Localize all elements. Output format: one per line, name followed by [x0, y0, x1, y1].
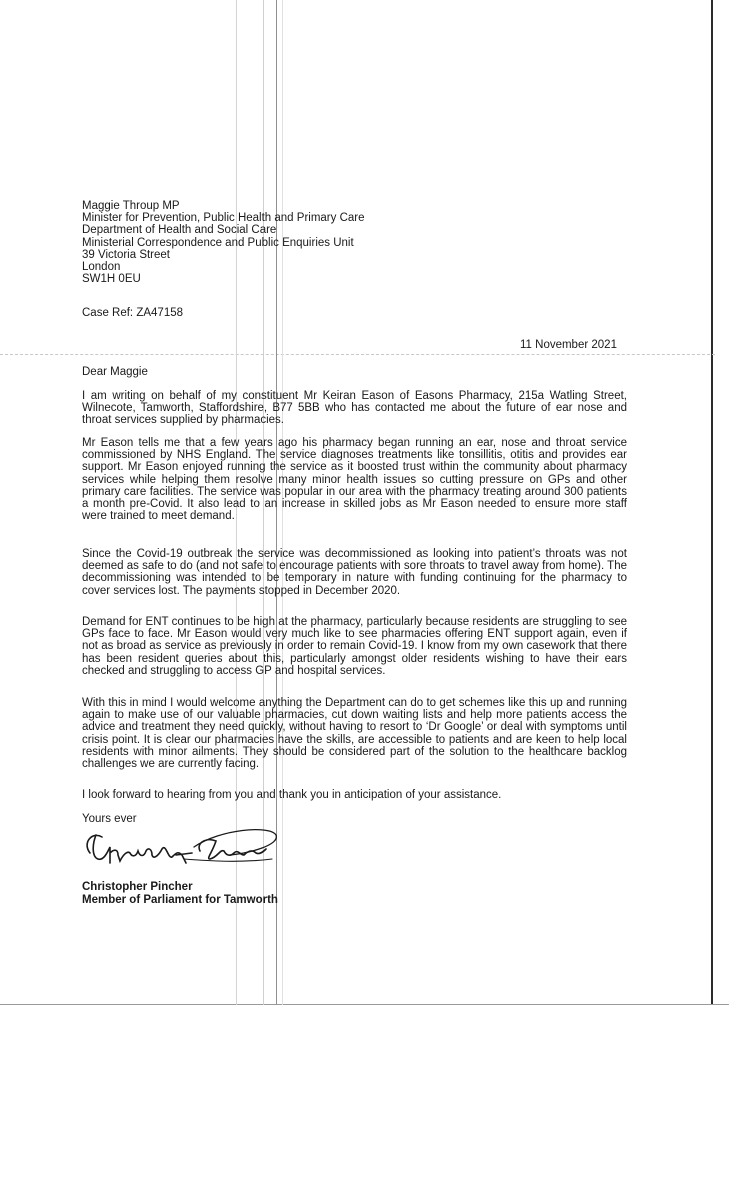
handwritten-signature	[80, 823, 280, 873]
case-reference: Case Ref: ZA47158	[82, 307, 184, 319]
body-paragraph: Demand for ENT continues to be high at the pharmacy, particularly because residents are struggling to see GPs face to face. Mr Eason would very much like to see pharmacies offering ENT support again, even if not as broad as service as previously in order to remain Covid-19. I know from my own casework that there has been resident queries about this, particularly amongst older residents wishing to have their ears checked and struggling to access GP and hospital services.	[82, 616, 627, 677]
body-paragraph: I look forward to hearing from you and thank you in anticipation of your assistance.	[82, 789, 502, 801]
recipient-department: Department of Health and Social Care	[82, 224, 277, 237]
salutation: Dear Maggie	[82, 366, 148, 378]
recipient-title: Minister for Prevention, Public Health and Primary Care	[82, 212, 365, 225]
recipient-address	[82, 200, 627, 285]
body-paragraph: Mr Eason tells me that a few years ago his pharmacy began running an ear, nose and throat service commissioned by NHS England. The service diagnoses treatments like tonsillitis, otitis and provides ear support. Mr Eason enjoyed running the service as it boosted trust within the community about pharmacy services while helping them resolve many minor health issues so cutting pressure on GPs and other primary care facilities. The service was popular in our area with the pharmacy treating around 300 patients a month pre-Covid. It also lead to an increase in skilled jobs as Mr Eason needed to ensure more staff were trained to meet demand.	[82, 437, 627, 523]
letter-date: 11 November 2021	[520, 339, 617, 351]
body-paragraph: With this in mind I would welcome anything the Department can do to get schemes like this up and running again to make use of our valuable pharmacies, cut down waiting lists and help more patients access the advice and treatment they need quickly, without having to resort to ‘Dr Google’ or deal with symptoms until crisis point. It is clear our pharmacies have the skills, are accessible to patients and are keen to help local residents with minor ailments. They should be considered part of the solution to the healthcare backlog challenges we are currently facing.	[82, 697, 627, 771]
recipient-unit: Ministerial Correspondence and Public Enquiries Unit	[82, 236, 354, 249]
paper-fold-line	[0, 354, 715, 355]
scan-edge-bottom	[0, 1004, 729, 1005]
recipient-city: London	[82, 261, 121, 274]
closing-line: Yours ever	[82, 813, 137, 825]
recipient-name: Maggie Throup MP	[82, 200, 180, 212]
recipient-postcode: SW1H 0EU	[82, 273, 141, 286]
signatory-role: Member of Parliament for Tamworth	[82, 894, 278, 906]
signatory-name: Christopher Pincher	[82, 881, 193, 893]
scan-edge-right	[711, 0, 713, 1005]
body-paragraph: I am writing on behalf of my constituent Mr Keiran Eason of Easons Pharmacy, 215a Watling Street, Wilnecote, Tamworth, Staffordshire, B77 5BB who has contacted me about the future of ear nose and throat services supplied by pharmacies.	[82, 390, 627, 427]
body-paragraph: Since the Covid-19 outbreak the service was decommissioned as looking into patient’s throats was not deemed as safe to do (and not safe to encourage patients with sore throats to travel away from home). The decommissioning was intended to be temporary in nature with funding continuing for the pharmacy to cover services lost. The payments stopped in December 2020.	[82, 548, 627, 597]
recipient-street: 39 Victoria Street	[82, 248, 171, 261]
